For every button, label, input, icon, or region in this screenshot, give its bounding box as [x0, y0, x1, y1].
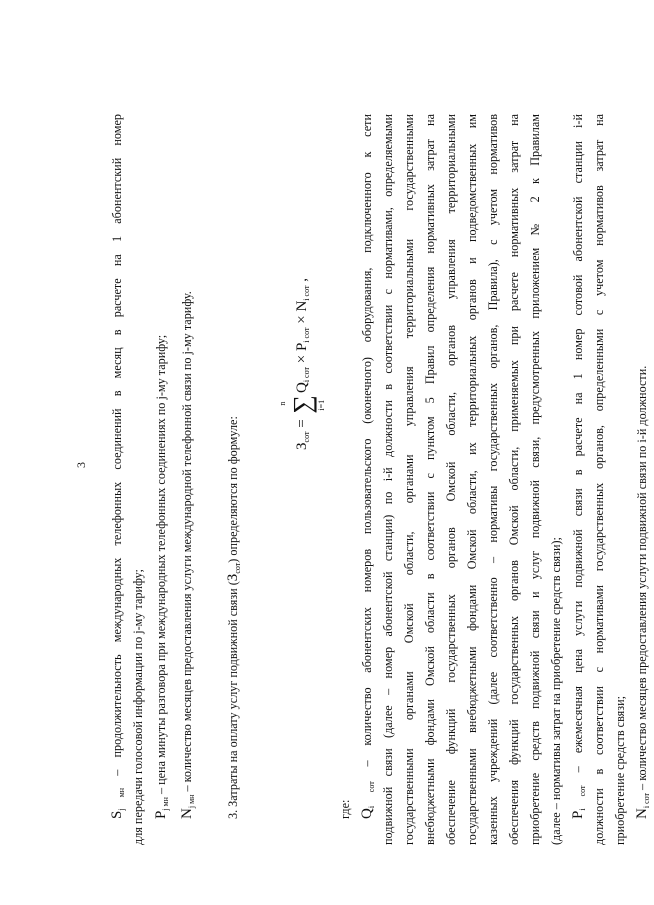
paragraph-q-line-3: государственными органами Омской области, органами управления территориальными государственными [402, 114, 416, 845]
paragraph-n2-definition: $N_{i сот}$ – количество месяцев предоставления услуги подвижной связи по i-й должности. [634, 365, 651, 819]
paragraph-p2-line-2: должности в соответствии с нормативами государственных органов, определенными с учетом нормативов затрат на [592, 114, 606, 845]
section-3-heading: 3. Затраты на оплату услуг подвижной связи $(З_{сот})$ определяются по формуле: [225, 416, 242, 819]
formula: $З_{сот}$ = ∑ n i=1 $Q_{i сот} \times P_{i сот} \times N_{i сот}$ , [278, 278, 326, 450]
paragraph-n-definition: $N_{j мн}$ – количество месяцев предоставления услуги международной телефонной связи по j-му тарифу. [179, 291, 196, 819]
paragraph-q-line-5: обеспечение функций государственных органов Омской области, органов управления территориальными [444, 114, 458, 845]
paragraph-q-line-6: государственными внебюджетными фондами Омской области, их территориальных органов и подведомственных им [465, 114, 479, 845]
paragraph-p-definition: $P_{j мн}$ – цена минуты разговора при международных телефонных соединениях по j-му тарифу; [153, 334, 170, 819]
paragraph-q-line-2: подвижной связи (далее – номер абонентской станции) по i-й должности в соответствии с нормативами, определяемыми [381, 114, 395, 845]
rotated-text-block [60, 85, 651, 845]
paragraph-q-line-4: внебюджетными фондами Омской области в соответствии с пунктом 5 Правил определения нормативных затрат на [423, 114, 437, 845]
paragraph-q-line-8: обеспечения функций государственных органов Омской области, применяемых при расчете нормативных затрат на [507, 114, 521, 845]
paragraph-p2-line-3: приобретение средств связи; [613, 696, 627, 845]
paragraph-s-definition: $S_{j мн}$ – продолжительность международных телефонных соединений в месяц в расчете на 1 абонентский номер [109, 114, 126, 819]
paragraph-p2-line-1: $P_{i сот}$ – ежемесячная цена услуги подвижной связи в расчете на 1 номер сотовой абонентской станции i-й [570, 113, 587, 819]
paragraph-q-line-10: (далее – нормативы затрат на приобретение средств связи); [549, 537, 563, 845]
paragraph-q-line-7: казенных учреждений (далее соответственно – нормативы государственных органов, Правила), с учетом нормативов [486, 114, 500, 845]
sum-symbol: ∑ n i=1 [278, 395, 326, 414]
where-label: где: [338, 799, 352, 819]
paragraph-q-line-1: $Q_{i сот}$ – количество абонентских номеров пользовательского (оконечного) оборудования, подключенного к сети [359, 114, 376, 819]
paragraph-q-line-9: приобретение средств подвижной связи и услуг подвижной связи, предусмотренных приложением № 2 к Правилам [528, 114, 542, 845]
page-number: 3 [74, 462, 88, 468]
paragraph-s-continuation: для передачи голосовой информации по j-му тарифу; [131, 569, 145, 845]
